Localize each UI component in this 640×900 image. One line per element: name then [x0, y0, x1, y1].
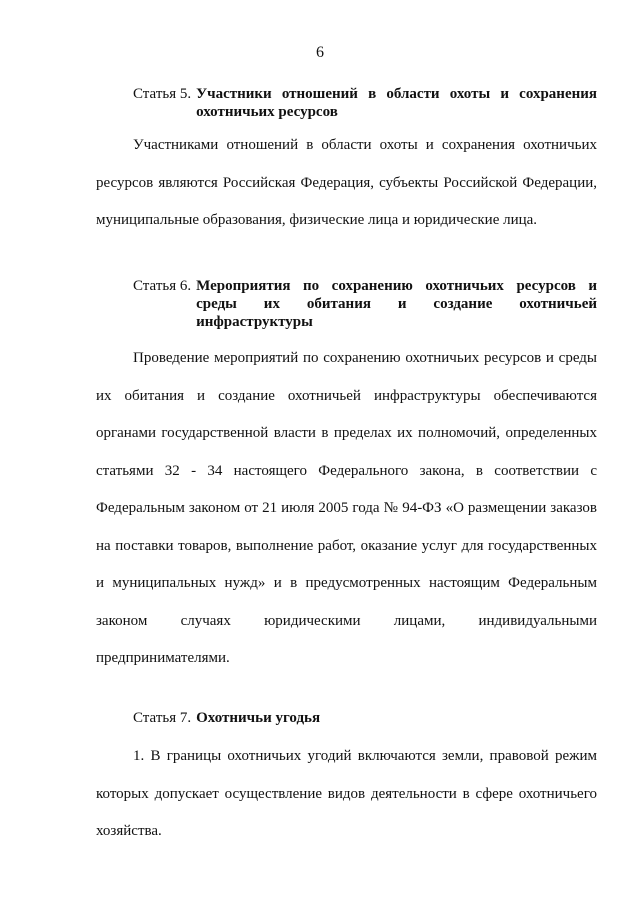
article-7-number: Статья 7. [133, 710, 192, 726]
article-5-heading [133, 85, 597, 121]
article-6-heading [133, 277, 597, 331]
article-5-paragraph: Участниками отношений в области охоты и сохранения охотничьих ресурсов являются Российская Федерация, субъекты Российской Федерации, муниципальные образования, физические лица и юридические лица. [96, 137, 597, 228]
article-6-title: Мероприятия по сохранению охотничьих ресурсов и среды их обитания и создание охотничьей инфраструктуры [196, 278, 597, 330]
article-5-number: Статья 5. [133, 86, 192, 102]
article-6-number: Статья 6. [133, 278, 192, 294]
page-number: 6 [316, 44, 324, 61]
article-5-title: Участники отношений в области охоты и сохранения охотничьих ресурсов [196, 86, 597, 120]
article-6-paragraph: Проведение мероприятий по сохранению охотничьих ресурсов и среды их обитания и создание охотничьей инфраструктуры обеспечиваются органами государственной власти в пределах их полномочий, определенных статьями 32 - 34 настоящего Федерального закона, в соответствии с Федеральным законом от 21 июля 2005 года № 94-ФЗ «О размещении заказов на поставки товаров, выполнение работ, оказание услуг для государственных и муниципальных нужд» и в предусмотренных настоящим Федеральным законом случаях юридическими лицами, индивидуальными предпринимателями. [96, 350, 597, 666]
article-7-paragraph: 1. В границы охотничьих угодий включаются земли, правовой режим которых допускает осуществление видов деятельности в сфере охотничьего хозяйства. [96, 748, 597, 839]
article-7-heading [133, 709, 597, 727]
article-7-title: Охотничьи угодья [196, 710, 321, 726]
